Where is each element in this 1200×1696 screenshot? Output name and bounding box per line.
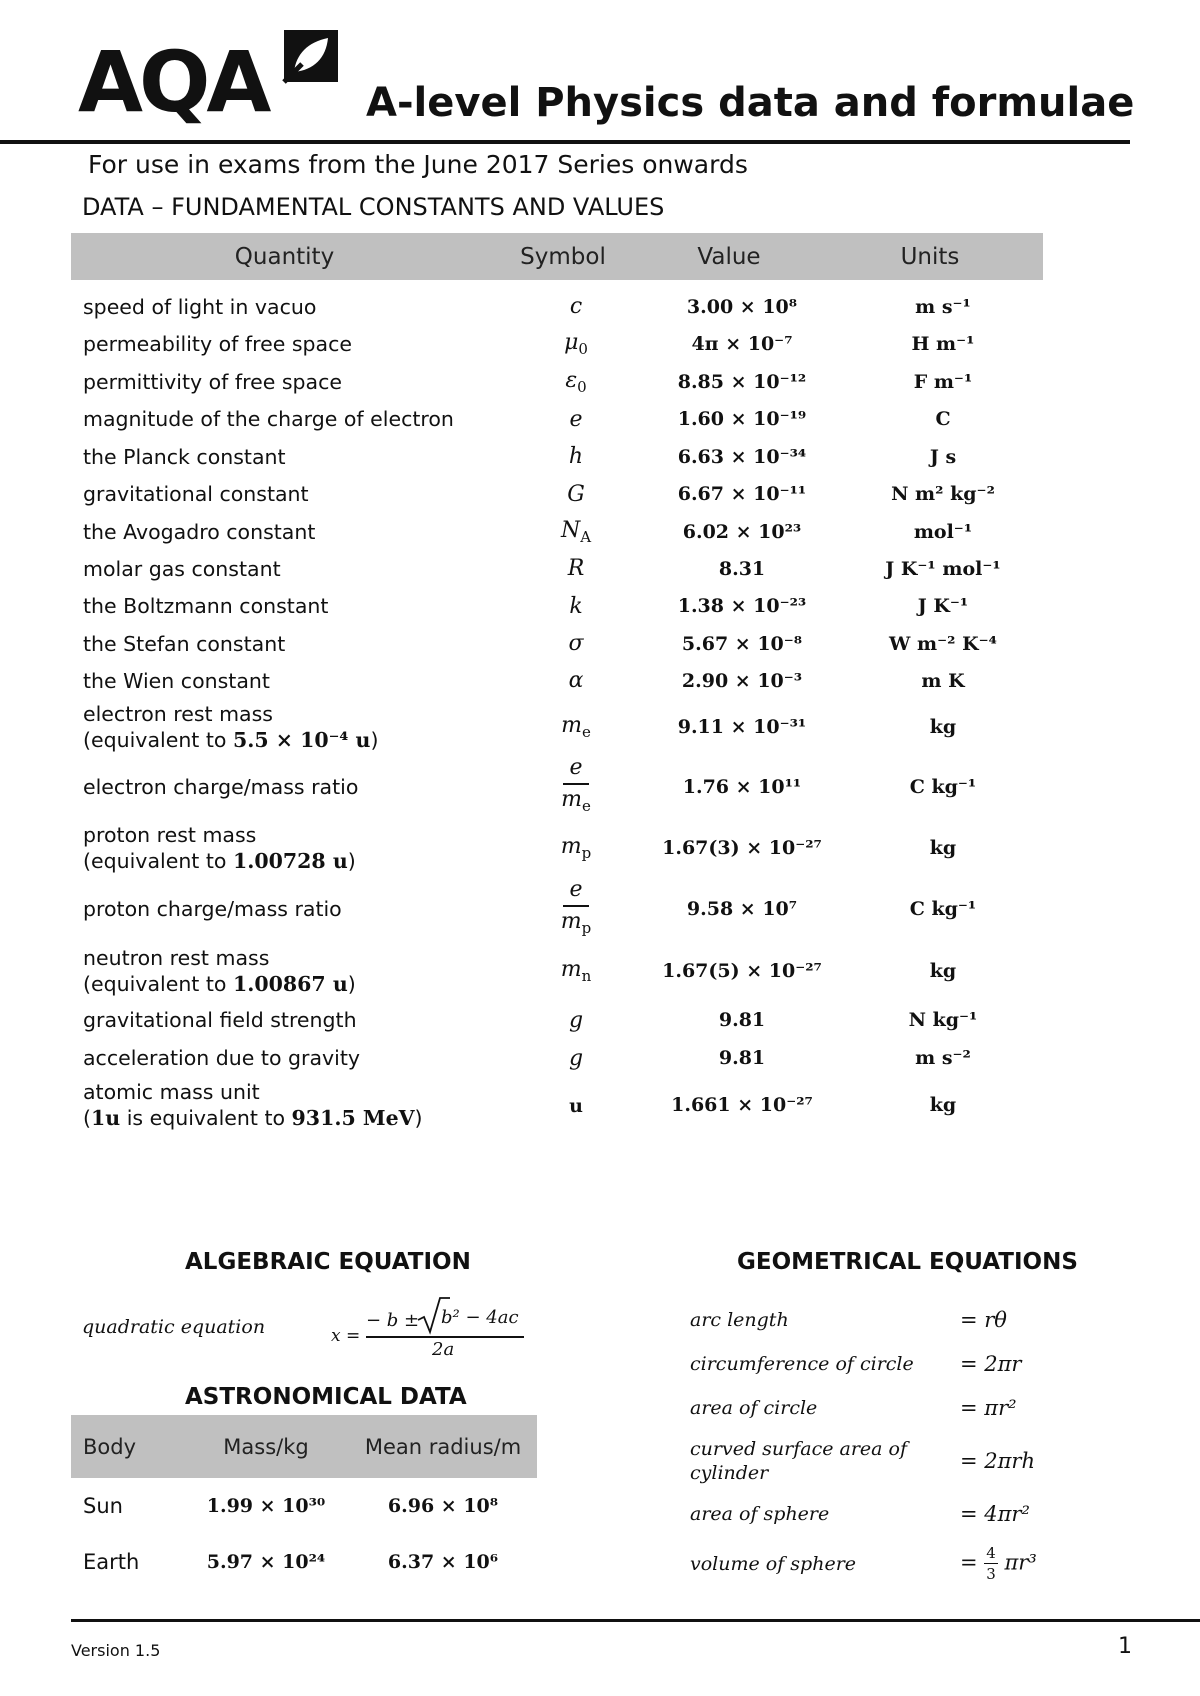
value-cell: 6.67 × 10⁻¹¹ xyxy=(677,483,807,505)
units-cell: F m⁻¹ xyxy=(913,370,973,393)
table-row xyxy=(71,1077,1043,1133)
table-row xyxy=(71,1001,1043,1039)
equivalence-prefix: ( xyxy=(83,1106,91,1130)
table-row xyxy=(71,288,1043,325)
equivalence-value: 1.00867 u xyxy=(232,972,348,996)
value-cell: 1.67(3) × 10⁻²⁷ xyxy=(662,837,822,859)
header-rule xyxy=(0,140,1130,144)
units-cell: J s xyxy=(929,445,957,468)
geometry-equation xyxy=(960,1545,1070,1583)
units-cell: H m⁻¹ xyxy=(911,333,975,355)
units-cell: kg xyxy=(929,1094,957,1116)
header-units: Units xyxy=(900,243,960,270)
table-row xyxy=(71,550,1043,587)
quantity-text: permittivity of free space xyxy=(83,369,342,394)
quantity-cell xyxy=(71,1045,511,1071)
astronomical-table-body xyxy=(71,1478,537,1590)
logo-text: AQA xyxy=(78,33,268,131)
value-cell: 2.90 × 10⁻³ xyxy=(681,669,803,692)
symbol-cell xyxy=(511,444,641,469)
mass-cell: 5.97 × 10²⁴ xyxy=(206,1551,326,1573)
geometry-label: area of sphere xyxy=(690,1503,830,1525)
astronomical-table-header xyxy=(71,1415,537,1478)
equivalence-value: 1.00728 u xyxy=(232,849,348,873)
geometry-equation: = πr² xyxy=(960,1396,1017,1420)
quadratic-denominator: 2a xyxy=(432,1339,455,1360)
table-row xyxy=(71,1534,537,1590)
radius-cell: 6.37 × 10⁶ xyxy=(387,1551,499,1573)
table-row xyxy=(71,513,1043,550)
fraction-bar xyxy=(366,1336,524,1338)
list-item xyxy=(690,1342,1070,1386)
equivalence-suffix: ) xyxy=(347,972,356,996)
quantity-text: the Stefan constant xyxy=(83,631,286,656)
units-cell: N m² kg⁻² xyxy=(891,483,995,505)
value-cell: 6.02 × 10²³ xyxy=(682,520,802,543)
table-row xyxy=(71,1039,1043,1077)
quantity-cell xyxy=(71,945,511,997)
quadratic-lhs: x = xyxy=(331,1326,361,1346)
quadratic-numerator: − b ± xyxy=(366,1310,420,1331)
quadratic-formula xyxy=(328,1292,528,1362)
symbol-cell xyxy=(511,957,641,985)
table-row xyxy=(71,877,1043,941)
symbol-cell xyxy=(511,755,641,819)
symbol-subscript: n xyxy=(581,967,592,985)
equivalence-prefix: (equivalent to xyxy=(83,972,233,996)
table-row xyxy=(71,819,1043,877)
symbol-subscript: 0 xyxy=(578,340,588,358)
list-item xyxy=(690,1430,1070,1492)
symbol-cell xyxy=(511,368,641,396)
geometry-label: curved surface area of cylinder xyxy=(690,1438,907,1484)
list-item xyxy=(690,1536,1070,1592)
value-cell: 9.81 xyxy=(718,1009,766,1031)
subtitle: For use in exams from the June 2017 Series onwards xyxy=(88,150,748,179)
quantity-cell xyxy=(71,369,511,395)
quantity-cell xyxy=(71,406,511,432)
constants-table-header xyxy=(71,233,1043,280)
symbol-cell xyxy=(511,518,641,546)
units-cell: N kg⁻¹ xyxy=(908,1009,978,1031)
table-row xyxy=(71,625,1043,662)
quantity-text: molar gas constant xyxy=(83,556,281,581)
value-cell: 8.85 × 10⁻¹² xyxy=(677,370,807,393)
value-cell: 4π × 10⁻⁷ xyxy=(691,333,793,355)
value-cell: 9.11 × 10⁻³¹ xyxy=(677,716,807,738)
units-cell: C kg⁻¹ xyxy=(909,776,977,798)
header-quantity: Quantity xyxy=(234,243,335,270)
symbol-text: R xyxy=(567,556,585,581)
table-row xyxy=(71,438,1043,475)
page-number: 1 xyxy=(1118,1634,1132,1659)
equation-fraction xyxy=(984,1545,998,1583)
symbol-subscript: e xyxy=(581,797,591,815)
fraction-denominator: $m_p$ xyxy=(560,909,592,937)
leaf-icon xyxy=(278,28,340,84)
symbol-cell xyxy=(511,294,641,319)
header-body: Body xyxy=(83,1434,137,1459)
table-row xyxy=(71,755,1043,819)
symbol-cell xyxy=(511,668,641,693)
page-title: A-level Physics data and formulae xyxy=(366,80,1135,126)
fraction-numerator: 4 xyxy=(986,1544,996,1562)
quantity-cell xyxy=(71,331,511,357)
quantity-text: proton charge/mass ratio xyxy=(83,897,342,921)
quantity-text: the Boltzmann constant xyxy=(83,594,329,618)
list-item xyxy=(690,1386,1070,1430)
quantity-cell xyxy=(71,593,511,619)
fraction-numerator: e xyxy=(563,877,588,907)
quantity-cell xyxy=(71,631,511,657)
aqa-logo xyxy=(78,28,348,131)
quantity-text: electron charge/mass ratio xyxy=(83,775,359,799)
quadratic-label: quadratic equation xyxy=(82,1316,266,1338)
symbol-text: α xyxy=(568,668,584,693)
symbol-fraction xyxy=(561,755,591,819)
value-cell: 1.661 × 10⁻²⁷ xyxy=(671,1094,813,1116)
symbol-text: g xyxy=(568,1007,584,1033)
symbol-text: u xyxy=(569,1094,583,1117)
table-row xyxy=(71,941,1043,1001)
quantity-cell xyxy=(71,896,511,922)
symbol-text: m xyxy=(560,957,582,982)
geometry-equation: = 2πr xyxy=(960,1352,1022,1376)
quantity-text: the Wien constant xyxy=(83,668,270,693)
symbol-cell xyxy=(511,877,641,941)
geometry-label: area of circle xyxy=(690,1397,818,1419)
symbol-text: m xyxy=(560,834,582,859)
units-cell: m K xyxy=(921,669,965,692)
mass-cell: 1.99 × 10³⁰ xyxy=(206,1495,326,1517)
symbol-cell xyxy=(511,631,641,656)
version-label: Version 1.5 xyxy=(71,1641,161,1660)
symbol-text: g xyxy=(568,1045,584,1071)
table-row xyxy=(71,662,1043,699)
symbol-cell xyxy=(511,594,641,619)
value-cell: 1.60 × 10⁻¹⁹ xyxy=(677,408,807,430)
section-heading-astronomical: ASTRONOMICAL DATA xyxy=(185,1384,467,1410)
table-row xyxy=(71,587,1043,625)
equivalence-suffix: ) xyxy=(347,849,356,873)
equivalence-prefix: (equivalent to xyxy=(83,849,233,873)
quantity-text: electron rest mass xyxy=(83,702,273,726)
quantity-cell xyxy=(71,668,511,694)
value-cell: 1.38 × 10⁻²³ xyxy=(677,595,807,617)
quantity-equivalence xyxy=(83,1105,511,1131)
quantity-text: the Avogadro constant xyxy=(83,519,316,544)
quantity-cell xyxy=(71,774,511,800)
symbol-cell xyxy=(511,1093,641,1118)
quadratic-radicand: b² − 4ac xyxy=(441,1307,519,1328)
units-cell: mol⁻¹ xyxy=(913,520,973,543)
equivalence-suffix-2: ) xyxy=(414,1106,423,1130)
value-cell: 1.76 × 10¹¹ xyxy=(682,776,802,798)
quantity-text: speed of light in vacuo xyxy=(83,294,317,319)
quantity-text: proton rest mass xyxy=(83,823,257,847)
symbol-cell xyxy=(511,482,641,507)
units-cell: kg xyxy=(929,716,957,738)
quantity-text: permeability of free space xyxy=(83,332,352,356)
units-cell: m s⁻¹ xyxy=(915,295,971,318)
symbol-cell xyxy=(511,330,641,358)
symbol-text: e xyxy=(569,406,583,432)
fraction-numerator: e xyxy=(563,755,588,785)
symbol-text: σ xyxy=(568,631,584,656)
radius-cell: 6.96 × 10⁸ xyxy=(387,1495,499,1517)
quantity-cell xyxy=(71,294,511,320)
geometrical-equations xyxy=(690,1298,1070,1592)
geometry-label: circumference of circle xyxy=(690,1353,914,1375)
symbol-text: ε xyxy=(565,367,578,393)
symbol-cell xyxy=(511,407,641,432)
header-symbol: Symbol xyxy=(520,243,606,270)
quantity-text: acceleration due to gravity xyxy=(83,1046,361,1070)
equivalence-prefix: (equivalent to xyxy=(83,728,233,752)
list-item xyxy=(690,1298,1070,1342)
units-cell: C xyxy=(935,408,951,430)
table-row xyxy=(71,400,1043,438)
body-cell: Sun xyxy=(83,1494,123,1518)
astronomical-table xyxy=(71,1415,537,1590)
geometry-equation: = 2πrh xyxy=(960,1449,1035,1473)
symbol-cell xyxy=(511,1008,641,1033)
section-heading-geometrical: GEOMETRICAL EQUATIONS xyxy=(737,1249,1078,1275)
quantity-equivalence xyxy=(83,727,511,753)
symbol-text: c xyxy=(569,294,583,319)
units-cell: J K⁻¹ mol⁻¹ xyxy=(885,557,1001,580)
units-cell: kg xyxy=(929,960,957,982)
symbol-cell xyxy=(511,713,641,741)
value-cell: 5.67 × 10⁻⁸ xyxy=(681,632,803,655)
value-cell: 3.00 × 10⁸ xyxy=(686,295,798,318)
constants-table-body xyxy=(71,280,1043,1133)
footer-rule xyxy=(71,1619,1200,1622)
units-cell: C kg⁻¹ xyxy=(909,898,977,920)
quantity-cell xyxy=(71,481,511,507)
table-row xyxy=(71,1478,537,1534)
symbol-cell xyxy=(511,556,641,581)
symbol-subscript: 0 xyxy=(577,377,587,396)
table-row xyxy=(71,475,1043,513)
section-heading-constants: DATA – FUNDAMENTAL CONSTANTS AND VALUES xyxy=(82,193,665,221)
table-row xyxy=(71,699,1043,755)
quantity-text: atomic mass unit xyxy=(83,1080,260,1104)
header-value: Value xyxy=(697,243,761,270)
header-mass: Mass/kg xyxy=(223,1434,309,1459)
symbol-cell xyxy=(511,834,641,862)
quantity-text: gravitational field strength xyxy=(83,1008,357,1032)
quantity-text: neutron rest mass xyxy=(83,946,270,970)
symbol-subscript: A xyxy=(580,527,592,546)
equation-suffix: πr³ xyxy=(997,1550,1037,1575)
quantity-cell xyxy=(71,519,511,545)
quantity-cell xyxy=(71,822,511,874)
equivalence-value-2: 931.5 MeV xyxy=(291,1106,415,1130)
quantity-equivalence xyxy=(83,971,511,997)
header-radius: Mean radius/m xyxy=(364,1434,522,1459)
value-cell: 9.58 × 10⁷ xyxy=(686,898,798,920)
fraction-denominator: $m_e$ xyxy=(561,787,591,815)
geometry-label: arc length xyxy=(690,1309,789,1331)
symbol-cell xyxy=(511,1046,641,1071)
units-cell: W m⁻² K⁻⁴ xyxy=(889,632,997,655)
geometry-label: volume of sphere xyxy=(690,1553,857,1575)
symbol-subscript: p xyxy=(581,919,592,937)
symbol-text: N xyxy=(560,517,581,543)
symbol-text: μ xyxy=(564,330,579,355)
geometry-equation: = 4πr² xyxy=(960,1502,1030,1526)
equivalence-suffix: is equivalent to xyxy=(120,1106,292,1130)
equivalence-value: 1u xyxy=(91,1106,121,1130)
value-cell: 6.63 × 10⁻³⁴ xyxy=(677,445,807,468)
quantity-text: magnitude of the charge of electron xyxy=(83,407,454,431)
value-cell: 1.67(5) × 10⁻²⁷ xyxy=(662,960,822,982)
quantity-text: the Planck constant xyxy=(83,444,286,469)
section-heading-algebraic: ALGEBRAIC EQUATION xyxy=(185,1249,471,1275)
geometry-equation: = rθ xyxy=(960,1308,1007,1332)
fraction-denominator: 3 xyxy=(986,1565,996,1583)
value-cell: 8.31 xyxy=(718,557,766,580)
quantity-cell xyxy=(71,1007,511,1033)
constants-table xyxy=(71,233,1043,1133)
quantity-cell xyxy=(71,1079,511,1131)
body-cell: Earth xyxy=(83,1550,140,1574)
list-item xyxy=(690,1492,1070,1536)
table-row xyxy=(71,325,1043,363)
equivalence-suffix: ) xyxy=(370,728,379,752)
value-cell: 9.81 xyxy=(718,1047,766,1069)
symbol-subscript: p xyxy=(581,844,592,862)
units-cell: J K⁻¹ xyxy=(917,595,969,617)
symbol-text: G xyxy=(567,481,585,507)
units-cell: m s⁻² xyxy=(915,1047,971,1069)
symbol-text: m xyxy=(561,713,582,738)
quantity-cell xyxy=(71,556,511,582)
equation-prefix: = xyxy=(960,1550,985,1575)
quantity-text: gravitational constant xyxy=(83,482,309,506)
table-row xyxy=(71,363,1043,400)
quantity-cell xyxy=(71,444,511,470)
symbol-text: k xyxy=(569,593,583,619)
quantity-equivalence xyxy=(83,848,511,874)
quantity-cell xyxy=(71,701,511,753)
symbol-subscript: e xyxy=(581,723,591,741)
symbol-text: h xyxy=(568,444,584,469)
equivalence-value: 5.5 × 10⁻⁴ u xyxy=(232,728,371,752)
units-cell: kg xyxy=(929,837,957,859)
symbol-fraction xyxy=(561,877,591,941)
